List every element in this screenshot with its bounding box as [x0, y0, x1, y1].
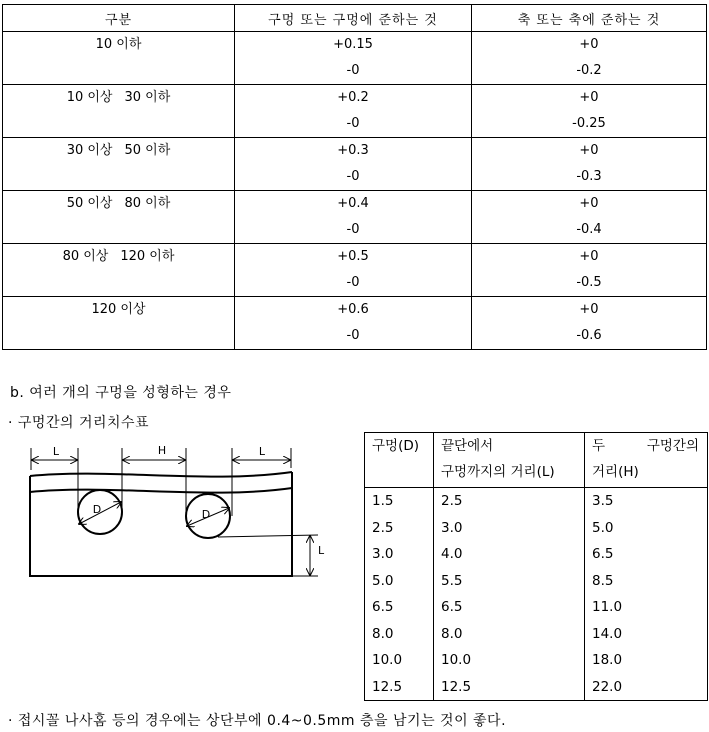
- part-outline: [30, 472, 292, 576]
- range-from: 120 이상: [91, 302, 146, 317]
- hole-lower: -0: [346, 63, 360, 78]
- range-cell: [3, 138, 235, 191]
- hole-spacing-cell: 8.5: [585, 568, 708, 595]
- range-from: 30 이상: [66, 143, 113, 158]
- header-hole-spacing-line1: [592, 433, 707, 459]
- shaft-tolerance-cell: [472, 191, 707, 244]
- table-row: [365, 621, 708, 648]
- table-row: [365, 594, 708, 621]
- header-edge-distance-line1: 끝단에서: [441, 438, 494, 454]
- range-cell: [3, 85, 235, 138]
- header-category: 구분: [3, 5, 235, 32]
- hole-spacing-cell: 6.5: [585, 541, 708, 568]
- dim-label-D-left: D: [92, 503, 102, 516]
- hole-tolerance-cell: [235, 138, 472, 191]
- diameter-cell: 2.5: [365, 515, 434, 542]
- header-shaft: 축 또는 축에 준하는 것: [472, 5, 707, 32]
- table-row: [365, 488, 708, 515]
- shaft-upper: +0: [579, 196, 599, 211]
- hole-lower: -0: [346, 169, 360, 184]
- shaft-lower: -0.3: [576, 169, 602, 184]
- tolerance-table: [2, 4, 707, 350]
- hole-upper: +0.5: [337, 249, 369, 264]
- shaft-upper: +0: [579, 249, 599, 264]
- countersink-note: · 접시꼴 나사홈 등의 경우에는 상단부에 0.4~0.5mm 층을 남기는 것이 좋다.: [8, 713, 507, 729]
- range-from: 10 이하: [95, 37, 142, 52]
- table-row: [365, 515, 708, 542]
- range-from: 10 이상: [66, 90, 113, 105]
- table-row: [3, 297, 707, 350]
- shaft-lower: -0.4: [576, 222, 602, 237]
- table-row: [365, 541, 708, 568]
- table-row: [3, 191, 707, 244]
- range-cell: [3, 191, 235, 244]
- dim-label-H: H: [157, 444, 167, 457]
- shaft-upper: +0: [579, 302, 599, 317]
- range-to: 120 이하: [120, 249, 175, 264]
- edge-distance-cell: 4.0: [434, 541, 585, 568]
- section-heading: b. 여러 개의 구멍을 성형하는 경우: [10, 385, 232, 401]
- hole-spacing-cell: 11.0: [585, 594, 708, 621]
- dim-label-L-left: L: [52, 445, 60, 458]
- dim-label-L-side: L: [318, 544, 325, 557]
- header-hole-spacing-word1: 두: [592, 438, 606, 454]
- shaft-tolerance-cell: [472, 32, 707, 85]
- hole-spacing-cell: 5.0: [585, 515, 708, 542]
- hole-spacing-cell: 14.0: [585, 621, 708, 648]
- edge-distance-cell: 8.0: [434, 621, 585, 648]
- hole-spacing-table: [364, 432, 708, 701]
- hole-spacing-diagram: [20, 440, 340, 585]
- shaft-upper: +0: [579, 37, 599, 52]
- header-hole-spacing-word2: 구멍간의: [646, 438, 699, 454]
- diameter-cell: 12.5: [365, 674, 434, 701]
- hole-lower: -0: [346, 222, 360, 237]
- diameter-cell: 8.0: [365, 621, 434, 648]
- header-hole: 구멍 또는 구멍에 준하는 것: [235, 5, 472, 32]
- diameter-cell: 1.5: [365, 488, 434, 515]
- hole-upper: +0.2: [337, 90, 369, 105]
- hole-tolerance-cell: [235, 191, 472, 244]
- edge-distance-cell: 6.5: [434, 594, 585, 621]
- dimension-lines: [32, 460, 310, 575]
- table-row: [3, 32, 707, 85]
- header-edge-distance-line2: 구멍까지의 거리(L): [441, 464, 555, 480]
- range-from: 80 이상: [62, 249, 109, 264]
- header-edge-distance: [434, 433, 585, 488]
- hole-tolerance-cell: [235, 244, 472, 297]
- range-cell: [3, 244, 235, 297]
- edge-distance-cell: 5.5: [434, 568, 585, 595]
- hole-tolerance-cell: [235, 297, 472, 350]
- shaft-tolerance-cell: [472, 297, 707, 350]
- diameter-cell: 10.0: [365, 647, 434, 674]
- shaft-lower: -0.6: [576, 328, 602, 343]
- table-row: [365, 568, 708, 595]
- hole-spacing-cell: 3.5: [585, 488, 708, 515]
- shaft-tolerance-cell: [472, 138, 707, 191]
- range-cell: [3, 297, 235, 350]
- hole-upper: +0.6: [337, 302, 369, 317]
- range-to: 50 이하: [124, 143, 171, 158]
- shaft-lower: -0.5: [576, 275, 602, 290]
- hole-lower: -0: [346, 275, 360, 290]
- spacing-table-caption: · 구멍간의 거리치수표: [8, 415, 150, 431]
- table-row: [3, 138, 707, 191]
- hole-tolerance-cell: [235, 85, 472, 138]
- shaft-tolerance-cell: [472, 85, 707, 138]
- diameter-cell: 3.0: [365, 541, 434, 568]
- shaft-tolerance-cell: [472, 244, 707, 297]
- edge-distance-cell: 10.0: [434, 647, 585, 674]
- tolerance-header-row: [3, 5, 707, 32]
- range-to: 30 이하: [124, 90, 171, 105]
- table-row: [3, 85, 707, 138]
- range-to: 80 이하: [124, 196, 171, 211]
- shaft-upper: +0: [579, 90, 599, 105]
- hole-upper: +0.4: [337, 196, 369, 211]
- hole-tolerance-cell: [235, 32, 472, 85]
- table-row: [365, 647, 708, 674]
- header-hole-spacing: [585, 433, 708, 488]
- hole-spacing-cell: 22.0: [585, 674, 708, 701]
- hole-lower: -0: [346, 328, 360, 343]
- hole-spacing-cell: 18.0: [585, 647, 708, 674]
- diameter-cell: 5.0: [365, 568, 434, 595]
- shaft-lower: -0.25: [572, 116, 606, 131]
- spacing-table-body: [365, 488, 708, 701]
- hole-upper: +0.15: [333, 37, 373, 52]
- dim-label-D-right: D: [201, 508, 211, 521]
- edge-distance-cell: 2.5: [434, 488, 585, 515]
- spacing-header-row: [365, 433, 708, 488]
- table-row: [365, 674, 708, 701]
- extension-lines: [31, 448, 318, 576]
- hole-lower: -0: [346, 116, 360, 131]
- edge-distance-cell: 3.0: [434, 515, 585, 542]
- header-hole-spacing-line2: 거리(H): [592, 464, 639, 480]
- table-row: [3, 244, 707, 297]
- dim-label-L-right: L: [258, 445, 266, 458]
- shaft-upper: +0: [579, 143, 599, 158]
- range-cell: [3, 32, 235, 85]
- hole-upper: +0.3: [337, 143, 369, 158]
- edge-distance-cell: 12.5: [434, 674, 585, 701]
- shaft-lower: -0.2: [576, 63, 602, 78]
- range-from: 50 이상: [66, 196, 113, 211]
- header-hole-diameter: 구멍(D): [365, 433, 434, 488]
- diameter-cell: 6.5: [365, 594, 434, 621]
